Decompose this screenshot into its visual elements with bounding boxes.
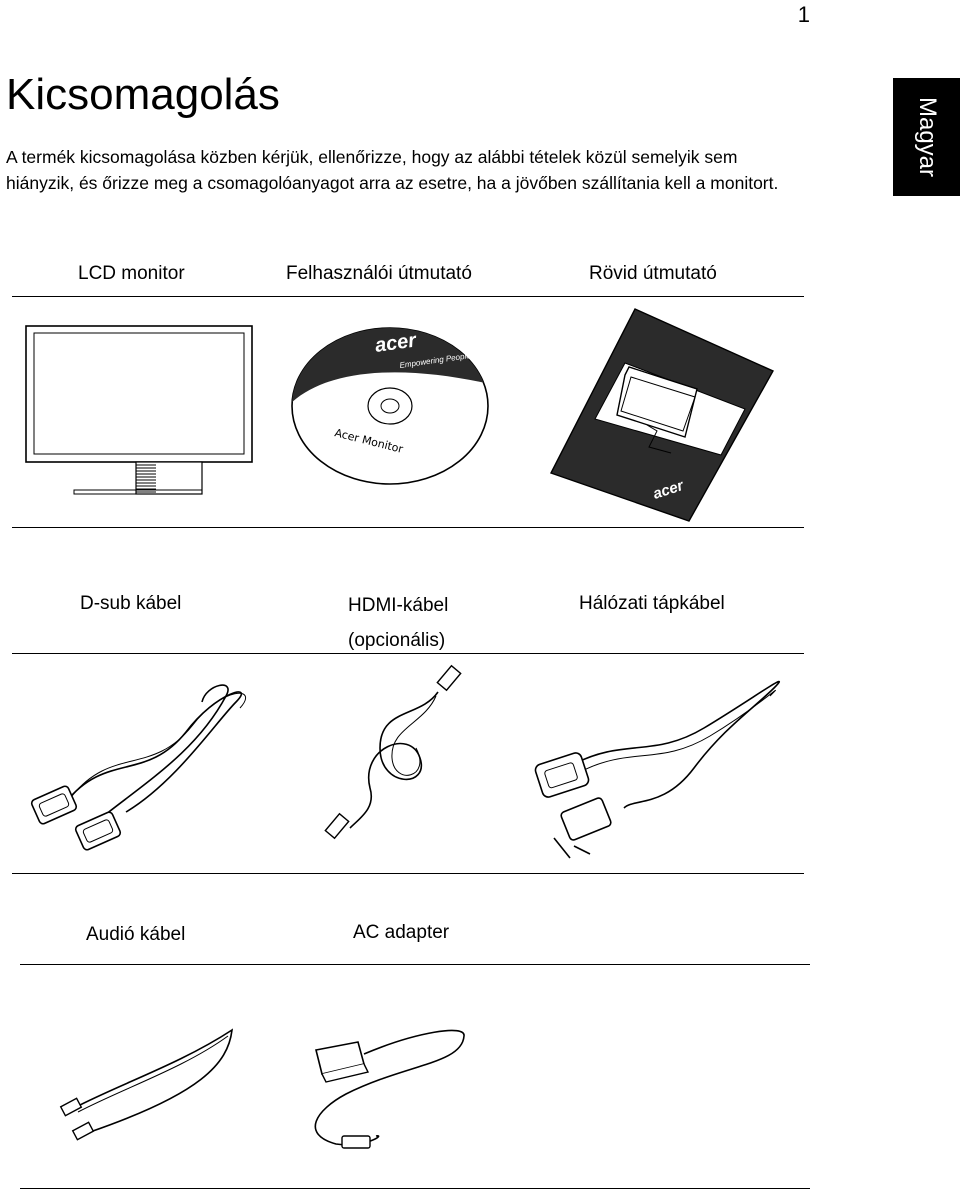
guide-brand: acer — [650, 477, 686, 503]
rule-row2-top — [12, 653, 804, 654]
label-lcd-monitor: LCD monitor — [78, 263, 185, 284]
quick-guide-illustration — [545, 305, 773, 525]
rule-row3-bottom — [20, 1188, 810, 1189]
label-quick-guide: Rövid útmutató — [589, 263, 717, 284]
cd-tagline: Empowering People — [399, 351, 472, 370]
language-tab — [893, 78, 960, 196]
rule-row1-top — [12, 296, 804, 297]
rule-row1-bottom — [12, 527, 804, 528]
hdmi-cable-illustration — [320, 668, 470, 848]
label-ac-adapter: AC adapter — [353, 922, 450, 943]
rule-row3-top — [20, 964, 810, 965]
label-hdmi-cable: HDMI-kábel — [348, 595, 449, 616]
power-cable-illustration — [534, 668, 794, 858]
label-power-cable: Hálózati tápkábel — [579, 593, 725, 614]
audio-cable-illustration — [60, 1024, 240, 1144]
language-tab-label: Magyar — [913, 96, 941, 178]
page-number: 1 — [797, 2, 810, 27]
cd-illustration — [290, 326, 490, 486]
dsub-cable-illustration — [26, 672, 250, 852]
lcd-monitor-illustration — [24, 324, 256, 500]
cd-brand: acer — [373, 329, 418, 357]
intro-paragraph: A termék kicsomagolása közben kérjük, ellenőrizze, hogy az alábbi tételek közül semelyik sem hiányzik, és őrizze meg a csomagolóanyagot arra az esetre, ha a jövőben szállítania kell a monitort. — [6, 147, 779, 193]
page-title: Kicsomagolás — [6, 70, 280, 119]
label-dsub-cable: D-sub kábel — [80, 593, 182, 614]
label-user-guide: Felhasználói útmutató — [286, 263, 472, 284]
ac-adapter-illustration — [306, 1024, 476, 1154]
label-audio-cable: Audió kábel — [86, 924, 186, 945]
rule-row2-bottom — [12, 873, 804, 874]
cd-disc-label: Acer Monitor — [333, 426, 405, 456]
label-hdmi-optional: (opcionális) — [348, 630, 446, 651]
